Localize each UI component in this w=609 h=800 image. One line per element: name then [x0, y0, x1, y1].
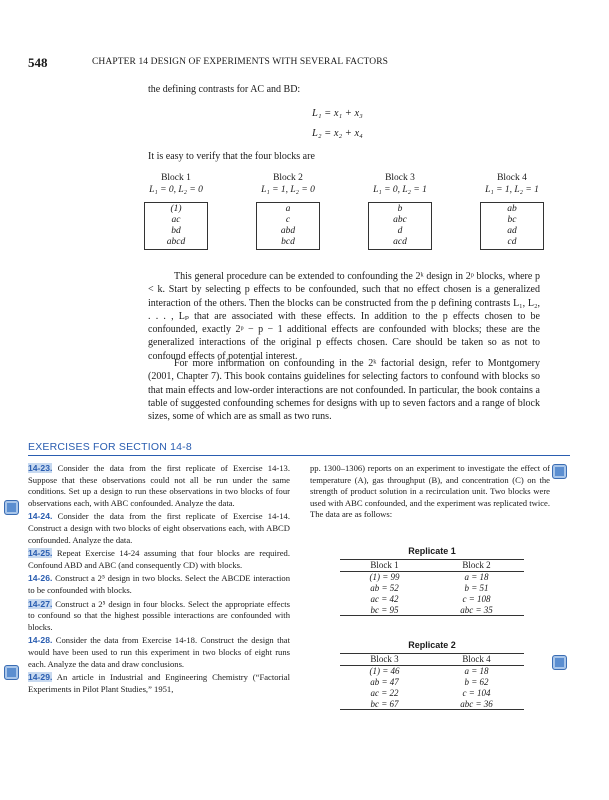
exercise-item	[28, 463, 290, 509]
page-number: 548	[28, 55, 48, 70]
block-box	[368, 202, 432, 250]
treatment-combination: bd	[171, 226, 181, 236]
bookmark-icon[interactable]	[552, 655, 567, 670]
equation-l1: L₁ = x₁ + x₃	[312, 108, 363, 119]
block-condition: L₁ = 1, L₂ = 1	[485, 185, 539, 195]
treatment-combination: abcd	[166, 237, 186, 247]
treatment-combination: abd	[280, 226, 296, 236]
block-1	[128, 172, 224, 250]
table-cell: bc = 95	[370, 604, 399, 615]
table-row	[340, 687, 524, 698]
exercise-item	[28, 573, 290, 596]
exercise-text: Repeat Exercise 14-24 assuming that four blocks are required. Confound ABD and ABC (and consequently CD) with blocks.	[28, 548, 290, 570]
exercise-text: An article in Industrial and Engineering Chemistry (“Factorial Experiments in Pilot Plant Studies,” 1951,	[28, 672, 290, 694]
block-title: Block 1	[161, 173, 191, 183]
exercise-text: Construct a 2⁵ design in four blocks. Select the appropriate effects to confound so that the highest possible interactions are confounded with blocks.	[28, 598, 290, 632]
exercise-number[interactable]: 14-24.	[28, 511, 53, 522]
section-title: EXERCISES FOR SECTION 14-8	[28, 441, 192, 453]
block-title: Block 2	[273, 173, 303, 183]
table-cell: ab = 52	[370, 582, 399, 593]
block-3	[352, 172, 448, 250]
block-title: Block 3	[385, 173, 415, 183]
exercise-number[interactable]: 14-29.	[28, 672, 53, 683]
column-header: Block 3	[340, 654, 429, 666]
table-row	[340, 677, 524, 688]
table-cell: ac = 42	[370, 593, 399, 604]
exercise-item	[28, 511, 290, 546]
replicate-title: Replicate 1	[408, 546, 456, 556]
treatment-combination: d	[397, 226, 403, 236]
exercise-text: Consider the data from Exercise 14-18. Construct the design that would have been used to run this experiment in two blocks of eight runs each. Analyze the data and draw conclusions.	[28, 635, 290, 669]
exercise-text: Consider the data from the first replicate of Exercise 14-14. Construct a design with two blocks of eight observations each, with ABCD confounded. Analyze the data.	[28, 511, 290, 545]
block-condition: L₁ = 0, L₂ = 0	[149, 185, 203, 195]
table-cell: c = 104	[462, 687, 491, 698]
exercise-text: Consider the data from the first replicate of Exercise 14-13. Suppose that these observations could not all be run under the same conditions. Set up a design to run these observations in two blocks of four observations each, with ABC confounded. Analyze the data.	[28, 463, 290, 508]
bookmark-icon[interactable]	[552, 464, 567, 479]
column-header: Block 4	[429, 654, 524, 666]
treatment-combination: abc	[393, 215, 407, 225]
intro-line: the defining contrasts for AC and BD:	[148, 84, 301, 95]
table-row	[340, 698, 524, 709]
table-row	[340, 593, 524, 604]
block-box	[256, 202, 320, 250]
table-cell: b = 51	[464, 582, 489, 593]
exercise-number[interactable]: 14-23.	[28, 463, 53, 473]
treatment-combination: bc	[507, 215, 517, 225]
equation-l2: L₂ = x₂ + x₄	[312, 128, 363, 139]
column-header: Block 1	[340, 560, 429, 572]
chapter-title: CHAPTER 14 DESIGN OF EXPERIMENTS WITH SEVERAL FACTORS	[92, 57, 389, 67]
intro-line-2: It is easy to verify that the four blocks are	[148, 151, 315, 162]
treatment-combination: c	[285, 215, 291, 225]
exercise-number[interactable]: 14-28.	[28, 635, 53, 646]
exercise-item	[28, 635, 290, 670]
block-box	[144, 202, 208, 250]
table-row	[340, 604, 524, 615]
table-cell: bc = 67	[370, 698, 399, 709]
bookmark-icon[interactable]	[4, 500, 19, 515]
table-cell: a = 18	[464, 666, 489, 677]
treatment-combination: ac	[171, 215, 181, 225]
exercise-item	[28, 672, 290, 695]
table-cell: c = 108	[462, 593, 491, 604]
exercise-number[interactable]: 14-26.	[28, 573, 53, 584]
table-row	[340, 571, 524, 582]
table-cell: ab = 47	[370, 676, 399, 687]
treatment-combination: cd	[507, 237, 517, 247]
table-cell: (1) = 46	[369, 666, 400, 677]
block-condition: L₁ = 0, L₂ = 1	[373, 185, 427, 195]
replicate-table-2	[340, 640, 524, 710]
treatment-combination: a	[285, 204, 291, 214]
exercise-item	[28, 548, 290, 571]
table-row	[340, 665, 524, 676]
treatment-combination: bcd	[281, 237, 295, 247]
table-cell: b = 62	[464, 676, 489, 687]
exercise-number[interactable]: 14-25.	[28, 548, 53, 559]
replicate-title: Replicate 2	[408, 640, 456, 650]
table-row	[340, 583, 524, 594]
exercise-list	[28, 463, 290, 697]
replicate-table-1	[340, 546, 524, 616]
table-cell: a = 18	[464, 572, 489, 583]
exercise-number[interactable]: 14-27.	[28, 598, 53, 609]
paragraph-montgomery: For more information on confounding in the 2ᵏ factorial design, refer to Montgomery (2001, Chapter 7). This book contains guidelines for selecting factors to confound with blocks so that main effects and low-order interactions are not confounded. In particular, the book contains a table of suggested confounding schemes for designs with up to seven factors and a range of block sizes, some of which are as small as two runs.	[148, 358, 540, 423]
block-condition: L₁ = 1, L₂ = 0	[261, 185, 315, 195]
exercise-item	[28, 599, 290, 634]
block-2	[240, 172, 336, 250]
treatment-combination: ad	[507, 226, 517, 236]
table-cell: abc = 36	[460, 698, 493, 709]
treatment-combination: (1)	[170, 204, 182, 214]
section-divider	[28, 455, 570, 456]
column-header: Block 2	[429, 560, 524, 572]
table-cell: abc = 35	[460, 604, 493, 615]
block-box	[480, 202, 544, 250]
table-cell: ac = 22	[370, 687, 399, 698]
block-title: Block 4	[497, 173, 527, 183]
exercise-text: Construct a 2⁵ design in two blocks. Select the ABCDE interaction to be confounded with blocks.	[28, 573, 290, 595]
exercise-continuation: pp. 1300–1306) reports on an experiment to investigate the effect of temperature (A), gas throughput (B), and concentration (C) on the strength of product solution in a recirculation unit. Two blocks were used with ABC confounded, and the experiment was replicated twice. The data are as follows:	[310, 463, 550, 520]
treatment-combination: ab	[507, 204, 517, 214]
block-4	[464, 172, 560, 250]
treatment-combination: acd	[393, 237, 407, 247]
treatment-combination: b	[397, 204, 403, 214]
table-cell: (1) = 99	[369, 572, 400, 583]
paragraph-confounding: This general procedure can be extended to confounding the 2ᵏ design in 2ᵖ blocks, where p < k. Start by selecting p effects to be confounded, such that no effect chosen is a generalized interaction of the others. Then the blocks can be constructed from the p defining contrasts L₁, L₂, . . . , Lₚ that are associated with these effects. In addition to the p effects chosen to be confounded, exactly 2ᵖ − p − 1 additional effects are confounded with blocks; these are the generalized interactions of the original p effects chosen. Care should be taken so as not to confound effects of potential interest.	[148, 271, 540, 362]
bookmark-icon[interactable]	[4, 665, 19, 680]
